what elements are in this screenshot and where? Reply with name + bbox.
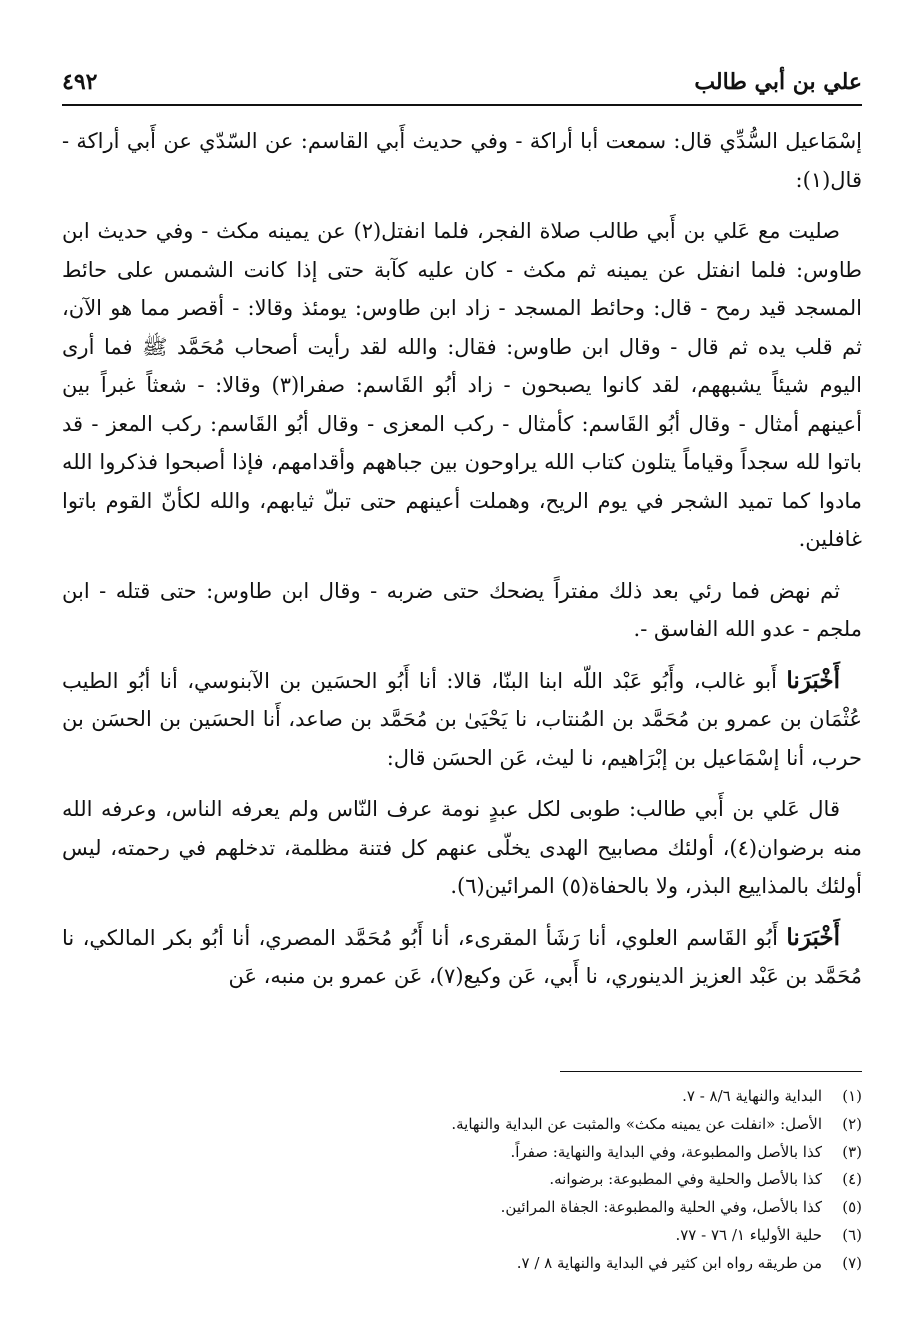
paragraph-text: أَبُو القَاسم العلوي، أنا رَشَأ المقرىء، أنا أَبُو مُحَمَّد المصري، أنا أبُو بكر المالكي، نا مُحَمَّد بن عَبْد العزيز الدينوري، نا أَبي، عَن وكيع(٧)، عَن عمرو بن منبه، عَن (62, 925, 862, 988)
footnote-text: الأصل: «انفلت عن يمينه مكث» والمثبت عن البداية والنهاية. (451, 1114, 822, 1133)
footnote-text: كذا بالأصل والحلية وفي المطبوعة: برضوانه. (549, 1170, 822, 1189)
paragraph (62, 122, 862, 199)
paragraph-text: أَبو غالب، وأَبُو عَبْد اللّه ابنا البنّا، قالا: أنا أَبُو الحسَين بن الآبنوسي، أنا أبُو الطيب عُثْمَان بن عمرو بن مُحَمَّد بن المُنتاب، نا يَحْيَىٰ بن مُحَمَّد بن صاعد، أَنا الحسَين بن الحسَن بن حرب، أنا إسْمَاعيل بن إبْرَاهيم، نا ليث، عَن الحسَن قال: (62, 668, 862, 770)
footnote (62, 1111, 862, 1139)
footnote (62, 1222, 862, 1250)
header-rule (62, 104, 862, 106)
footnote-number: (٤) (842, 1170, 862, 1189)
paragraph-text: صليت مع عَلي بن أَبي طالب صلاة الفجر، فلما انفتل(٢) عن يمينه مكث - وفي حديث ابن طاوس: فلما انفتل عن يمينه ثم مكث - كان عليه كآبة حتى إذا كانت الشمس على حائط المسجد قيد رمح - قال: وحائط المسجد - زاد ابن طاوس: يومئذ وقالا: - أقصر مما هو الآن، ثم قلب يده ثم قال - وقال ابن طاوس: فقال: والله لقد رأيت أصحاب مُحَمَّد ﷺ فما أرى اليوم شيئاً يشبههم، لقد كانوا يصبحون - زاد أبُو القَاسم: صفرا(٣) وقالا: - شعثاً غبراً بين أعينهم أمثال - وقال أبُو القَاسم: كأمثال - ركب المعزى - وقال أبُو القَاسم: ركب المعز - قد باتوا لله سجداً وقياماً يتلون كتاب الله يراوحون بين جباههم وأقدامهم، فإذا أصبحوا فذكروا الله مادوا كما تميد الشجر في يوم الريح، وهملت أعينهم حتى تبلّ ثيابهم، والله لكأنّ القوم باتوا غافلين. (62, 219, 862, 551)
footnote-number: (١) (842, 1087, 862, 1105)
footnote-text: من طريقه رواه ابن كثير في البداية والنهاية ٨ / ٧. (516, 1253, 822, 1272)
footnote-text: كذا بالأصل والمطبوعة، وفي البداية والنهاية: صفراً. (510, 1142, 822, 1161)
paragraph (62, 572, 862, 649)
page-number: ٤٩٢ (62, 69, 98, 95)
paragraph-lead-word: أَخْبَرَنا (786, 666, 840, 694)
paragraph (62, 790, 862, 906)
paragraph (62, 919, 862, 996)
footnote-number: (٦) (842, 1225, 862, 1244)
page-header (62, 60, 862, 104)
footnote (62, 1250, 862, 1278)
footnote-text: البداية والنهاية ٨/٦ - ٧. (682, 1087, 822, 1105)
footnote-number: (٢) (842, 1114, 862, 1133)
paragraph-text: إسْمَاعيل السُّدِّي قال: سمعت أبا أراكة - وفي حديث أَبي القاسم: عن السّدّي عن أَبي أراكة - قال(١): (62, 129, 862, 192)
paragraph-text: قال عَلي بن أَبي طالب: طوبى لكل عبدٍ نومة عرف النّاس ولم يعرفه الناس، وعرفه الله منه برضوان(٤)، أولئك مصابيح الهدى يخلّى عنهم كل فتنة مظلمة، تدخلهم في رحمته، ليس أولئك بالمذاييع البذر، ولا بالحفاة(٥) المرائين(٦). (62, 797, 863, 898)
footnote (62, 1083, 862, 1111)
footnote (62, 1166, 862, 1194)
footnote-number: (٣) (842, 1142, 862, 1161)
main-text (62, 122, 862, 1009)
footnote-text: كذا بالأصل، وفي الحلية والمطبوعة: الجفاة المرائين. (500, 1198, 822, 1217)
paragraph-lead-word: أَخْبَرَنا (786, 923, 840, 951)
footnote (62, 1139, 862, 1167)
footnote-number: (٥) (842, 1198, 862, 1217)
footnotes (62, 1083, 862, 1278)
footnote (62, 1194, 862, 1222)
running-title: علي بن أبي طالب (694, 69, 862, 95)
paragraph (62, 662, 862, 778)
footnote-number: (٧) (842, 1253, 862, 1272)
footnote-rule (560, 1071, 862, 1072)
paragraph (62, 212, 862, 559)
paragraph-text: ثم نهض فما رئي بعد ذلك مفتراً يضحك حتى ضربه - وقال ابن طاوس: حتى قتله - ابن ملجم - عدو الله الفاسق -. (62, 578, 862, 641)
footnote-text: حلية الأولياء ١/ ٧٦ - ٧٧. (675, 1225, 822, 1244)
